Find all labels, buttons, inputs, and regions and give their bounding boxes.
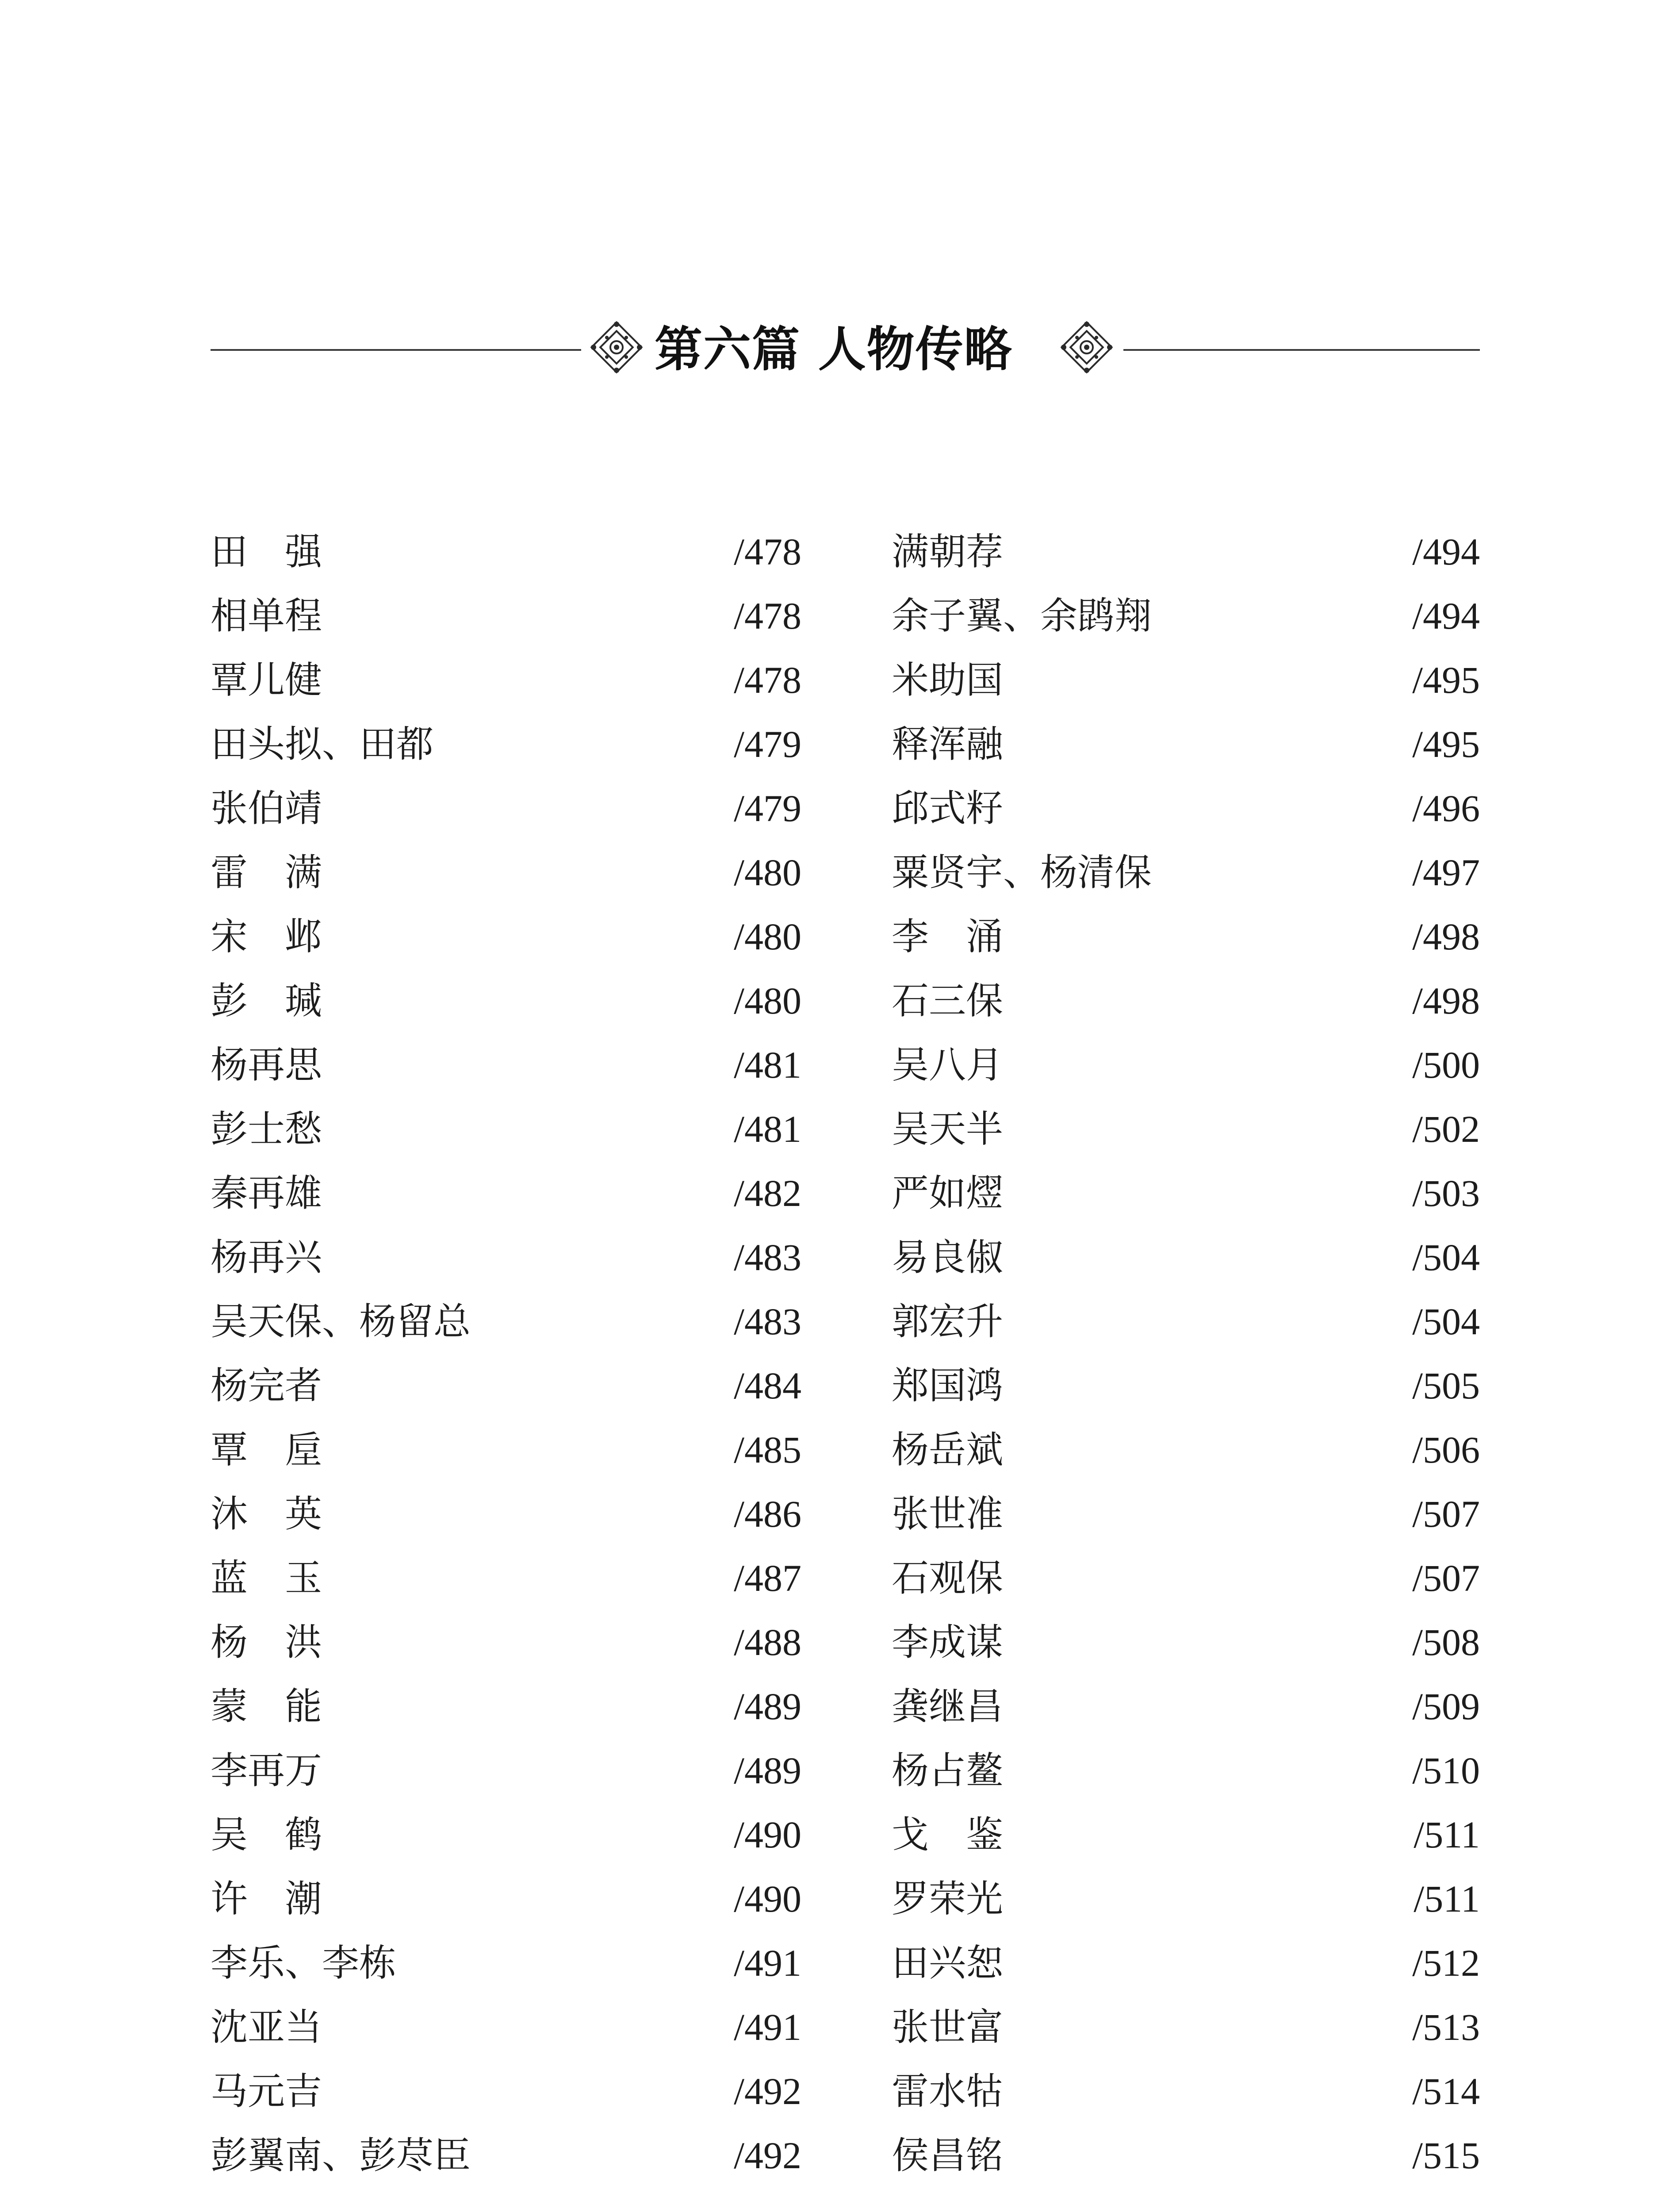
toc-entry	[892, 1482, 1480, 1546]
toc-entry-name: 李 涌	[892, 915, 1004, 958]
toc-entry	[892, 969, 1480, 1033]
toc-entry-name: 田兴恕	[892, 1941, 1004, 1985]
toc-entry-name: 彭士愁	[211, 1107, 322, 1151]
toc-entry	[211, 1482, 801, 1546]
toc-entry-page: /496	[1412, 787, 1480, 830]
toc-entry-name: 杨占鳌	[892, 1749, 1004, 1792]
toc-entry	[892, 1867, 1480, 1931]
toc-entry-page: /498	[1412, 915, 1480, 958]
toc-entry	[892, 1418, 1480, 1482]
toc-entry	[892, 1546, 1480, 1610]
toc-entry-page: /504	[1412, 1236, 1480, 1279]
toc-entry-name: 杨再兴	[211, 1236, 322, 1279]
toc-column-left	[211, 520, 801, 2188]
toc-entry	[211, 712, 801, 776]
toc-entry-page: /497	[1412, 851, 1480, 894]
toc-entry-name: 许 潮	[211, 1877, 322, 1920]
toc-entry	[211, 1354, 801, 1418]
toc-entry-page: /502	[1412, 1108, 1480, 1150]
toc-entry-page: /478	[734, 595, 801, 637]
toc-entry-name: 杨 洪	[211, 1621, 322, 1664]
toc-entry-name: 吴 鹤	[211, 1813, 322, 1856]
toc-entry-name: 沐 英	[211, 1492, 322, 1536]
toc-entry	[211, 1931, 801, 1995]
toc-entry	[211, 1995, 801, 2059]
toc-entry-name: 覃儿健	[211, 658, 322, 702]
title-rule-left	[211, 349, 581, 351]
toc-entry	[892, 712, 1480, 776]
toc-entry	[211, 1610, 801, 1674]
toc-entry	[211, 1097, 801, 1161]
toc-entry-page: /483	[734, 1236, 801, 1279]
toc-entry-page: /510	[1412, 1749, 1480, 1792]
toc-entry	[211, 905, 801, 969]
toc-entry-name: 易良俶	[892, 1236, 1004, 1279]
toc-entry-page: /515	[1412, 2134, 1480, 2177]
toc-entry-name: 秦再雄	[211, 1171, 322, 1215]
toc-entry-page: /489	[734, 1749, 801, 1792]
toc-entry	[211, 1867, 801, 1931]
toc-entry-page: /509	[1412, 1685, 1480, 1728]
toc-entry	[211, 1546, 801, 1610]
toc-entry-name: 吴天保、杨留总	[211, 1300, 471, 1343]
toc-entry	[892, 1610, 1480, 1674]
toc-entry-name: 龚继昌	[892, 1685, 1004, 1728]
ornament-left-icon	[589, 320, 644, 375]
toc-entry	[211, 2059, 801, 2124]
toc-entry-page: /491	[734, 1942, 801, 1984]
toc-entry-page: /498	[1412, 979, 1480, 1022]
toc-entry	[892, 1097, 1480, 1161]
toc-entry-page: /507	[1412, 1557, 1480, 1599]
toc-entry-name: 蓝 玉	[211, 1556, 322, 1600]
toc-entry-page: /495	[1412, 659, 1480, 701]
toc-entry-page: /490	[734, 1878, 801, 1920]
toc-entry	[892, 1803, 1480, 1867]
toc-entry-page: /488	[734, 1621, 801, 1663]
toc-entry	[892, 1290, 1480, 1354]
toc-column-right	[892, 520, 1480, 2188]
toc-entry	[211, 1033, 801, 1097]
toc-entry-page: /481	[734, 1108, 801, 1150]
toc-entry	[892, 520, 1480, 584]
title-rule-right	[1123, 349, 1480, 351]
toc-entry-name: 杨再思	[211, 1043, 322, 1087]
toc-entry-name: 郑国鸿	[892, 1364, 1004, 1407]
toc-entry-name: 彭 瑊	[211, 979, 322, 1022]
toc-entry-name: 杨完者	[211, 1364, 322, 1407]
toc-entry-page: /478	[734, 530, 801, 573]
toc-entry-page: /494	[1412, 595, 1480, 637]
toc-entry-page: /495	[1412, 723, 1480, 765]
toc-entry	[211, 584, 801, 648]
toc-entry-name: 张世准	[892, 1492, 1004, 1536]
toc-entry-name: 米助国	[892, 658, 1004, 702]
toc-entry-name: 余子翼、余鹍翔	[892, 594, 1152, 637]
toc-entry-name: 释浑融	[892, 722, 1004, 766]
toc-entry-name: 覃 垕	[211, 1428, 322, 1471]
toc-entry	[892, 1674, 1480, 1739]
toc-entry-page: /503	[1412, 1172, 1480, 1214]
toc-entry-name: 李成谋	[892, 1621, 1004, 1664]
toc-entry-page: /505	[1412, 1364, 1480, 1407]
toc-entry-page: /511	[1414, 1813, 1480, 1856]
toc-entry-name: 戈 鉴	[892, 1813, 1004, 1856]
toc-entry-name: 马元吉	[211, 2070, 322, 2113]
toc-entry-name: 满朝荐	[892, 530, 1004, 573]
toc-entry	[211, 2124, 801, 2188]
toc-entry-page: /494	[1412, 530, 1480, 573]
toc-entry-name: 李再万	[211, 1749, 322, 1792]
toc-entry-name: 石观保	[892, 1556, 1004, 1600]
toc-entry-name: 郭宏升	[892, 1300, 1004, 1343]
toc-entry	[211, 1161, 801, 1225]
toc-entry	[211, 1418, 801, 1482]
toc-entry-page: /492	[734, 2134, 801, 2177]
toc-entry	[892, 1931, 1480, 1995]
toc-entry-page: /514	[1412, 2070, 1480, 2112]
toc-entry-page: /512	[1412, 1942, 1480, 1984]
toc-entry-name: 侯昌铭	[892, 2134, 1004, 2177]
toc-entry-name: 石三保	[892, 979, 1004, 1022]
toc-entry-name: 张伯靖	[211, 787, 322, 830]
toc-entry-page: /479	[734, 723, 801, 765]
toc-entry-page: /480	[734, 979, 801, 1022]
toc-entry-page: /513	[1412, 2006, 1480, 2048]
toc-entry-page: /484	[734, 1364, 801, 1407]
toc-entry-page: /485	[734, 1429, 801, 1471]
toc-entry-page: /508	[1412, 1621, 1480, 1663]
toc-entry-name: 张世富	[892, 2005, 1004, 2049]
toc-entry	[211, 1803, 801, 1867]
toc-entry-page: /490	[734, 1813, 801, 1856]
toc-entry	[892, 1354, 1480, 1418]
toc-entry-page: /491	[734, 2006, 801, 2048]
toc-entry	[892, 905, 1480, 969]
toc-entry	[892, 1033, 1480, 1097]
toc-entry-name: 彭翼南、彭荩臣	[211, 2134, 471, 2177]
toc-entry-name: 蒙 能	[211, 1685, 322, 1728]
toc-entry-name: 粟贤宇、杨清保	[892, 851, 1152, 894]
toc-entry	[211, 776, 801, 841]
toc-entry-page: /478	[734, 659, 801, 701]
toc-entry-name: 杨岳斌	[892, 1428, 1004, 1471]
toc-entry-page: /486	[734, 1493, 801, 1535]
toc-entry-name: 宋 邺	[211, 915, 322, 958]
section-title: 第六篇 人物传略	[655, 322, 1013, 377]
toc-entry	[892, 584, 1480, 648]
toc-entry	[892, 1995, 1480, 2059]
toc-entry-page: /487	[734, 1557, 801, 1599]
toc-entry-name: 吴八月	[892, 1043, 1004, 1087]
toc-entry-name: 邱式籽	[892, 787, 1004, 830]
toc-entry-page: /506	[1412, 1429, 1480, 1471]
toc-entry	[211, 520, 801, 584]
toc-entry	[892, 776, 1480, 841]
toc-entry-page: /479	[734, 787, 801, 830]
toc-entry-page: /482	[734, 1172, 801, 1214]
toc-entry-page: /500	[1412, 1044, 1480, 1086]
toc-entry	[211, 1739, 801, 1803]
toc-entry-page: /483	[734, 1300, 801, 1343]
toc-entry-page: /489	[734, 1685, 801, 1728]
toc-entry	[211, 841, 801, 905]
toc-entry-name: 李乐、李栋	[211, 1941, 397, 1985]
toc-entry	[892, 841, 1480, 905]
toc-entry	[892, 2059, 1480, 2124]
toc-entry	[211, 1225, 801, 1290]
toc-entry-page: /480	[734, 851, 801, 894]
toc-entry	[892, 648, 1480, 712]
toc-entry-name: 田头拟、田都	[211, 722, 434, 766]
toc-entry	[211, 969, 801, 1033]
toc-entry	[892, 2124, 1480, 2188]
toc-entry-page: /481	[734, 1044, 801, 1086]
toc-entry-page: /507	[1412, 1493, 1480, 1535]
ornament-right-icon	[1059, 320, 1114, 375]
toc-entry-name: 雷水牯	[892, 2070, 1004, 2113]
toc-entry-name: 雷 满	[211, 851, 322, 894]
toc-entry	[211, 1290, 801, 1354]
toc-entry	[211, 648, 801, 712]
toc-entry-page: /492	[734, 2070, 801, 2112]
toc-entry-name: 相单程	[211, 594, 322, 637]
toc-entry-name: 罗荣光	[892, 1877, 1004, 1920]
toc-entry-page: /504	[1412, 1300, 1480, 1343]
toc-entry-name: 沈亚当	[211, 2005, 322, 2049]
toc-entry	[211, 1674, 801, 1739]
toc-entry-page: /480	[734, 915, 801, 958]
toc-entry	[892, 1739, 1480, 1803]
toc-entry-name: 吴天半	[892, 1107, 1004, 1151]
toc-entry	[892, 1225, 1480, 1290]
toc-entry-name: 严如熤	[892, 1171, 1004, 1215]
toc-entry	[892, 1161, 1480, 1225]
toc-entry-page: /511	[1414, 1878, 1480, 1920]
toc-entry-name: 田 强	[211, 530, 322, 573]
